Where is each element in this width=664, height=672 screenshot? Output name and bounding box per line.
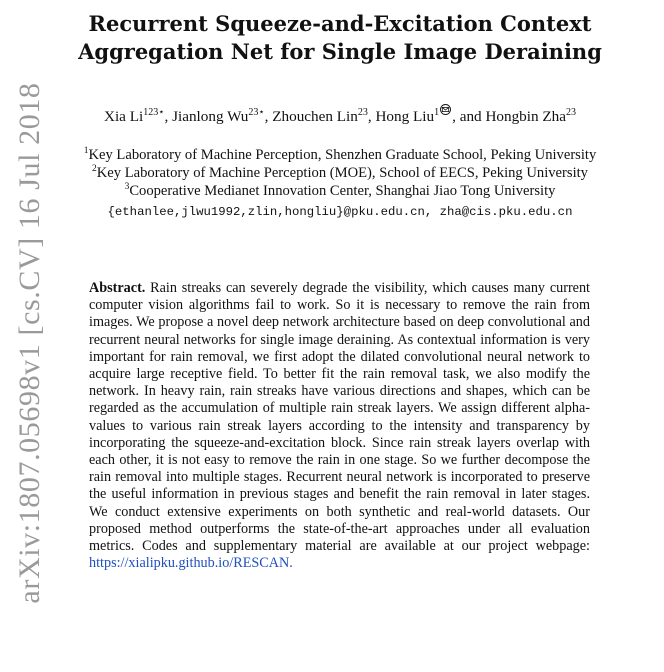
affiliation-1 xyxy=(40,146,640,164)
author-superscript: 23⋆ xyxy=(248,107,265,118)
author-emails: {ethanlee,jlwu1992,zlin,hongliu}@pku.edu.cn, zha@cis.pku.edu.cn xyxy=(107,205,573,219)
affiliation-text: Cooperative Medianet Innovation Center, Shanghai Jiao Tong University xyxy=(129,183,556,199)
author-name: Jianlong Wu xyxy=(172,108,249,126)
author-superscript: 23 xyxy=(357,107,368,118)
title-line-1: Recurrent Squeeze-and-Excitation Context xyxy=(88,11,592,36)
affiliation-2 xyxy=(40,164,640,182)
arxiv-identifier: arXiv:1807.05698v1 [cs.CV] 16 Jul 2018 xyxy=(13,82,46,604)
author-name: Xia Li xyxy=(103,108,144,126)
affiliation-text: Key Laboratory of Machine Perception, Shenzhen Graduate School, Peking University xyxy=(88,147,597,163)
author-superscript: 1 xyxy=(434,107,440,118)
author-superscript: 123⋆ xyxy=(143,107,165,118)
author-list: Xia $Li^{123⋆}$, Jianlong $Wu^{23⋆}$, Zhouchen Lin$^{23}$, Hong Liu$^1$ , and Hongbin Zha$^{23}$ xyxy=(60,104,620,127)
author-name: Hongbin Zha xyxy=(485,108,567,126)
paper-title xyxy=(60,10,620,66)
project-webpage-link[interactable]: https://xialipku.github.io/RESCAN. xyxy=(89,555,293,572)
affiliation-number: 3 xyxy=(124,182,130,193)
abstract-label: Abstract. xyxy=(89,280,146,296)
author-and: and xyxy=(459,108,482,126)
abstract-body: Rain streaks can severely degrade the visibility, which causes many current computer vision algorithms fail to work. So it is necessary to remove the rain from images. We propose a novel deep network architecture based on deep convolutional and recurrent neural networks for single image deraining. As contextual information is very important for rain removal, we first adopt the dilated convolutional neural network to acquire large receptive field. To better fit the rain removal task, we also modify the network. In heavy rain, rain streaks have various directions and shapes, which can be regarded as the accumulation of multiple rain streak layers. We assign different alpha-values to various rain streak layers according to the intensity and transparency by incorporating the squeeze-and-excitation block. Since rain streak layers overlap with each other, it is not easy to remove the rain in one stage. So we further decompose the rain removal into multiple stages. Recurrent neural network is incorporated to preserve the useful information in previous stages and benefit the rain removal in later stages. We conduct extensive experiments on both synthetic and real-world datasets. Our proposed method outperforms the state-of-the-art approaches under all evaluation metrics. Codes and supplementary material are available at our project webpage: xyxy=(89,280,590,555)
envelope-icon xyxy=(439,104,452,115)
abstract xyxy=(89,280,590,572)
affiliation-number: 1 xyxy=(83,146,89,157)
author-name: Zhouchen Lin xyxy=(272,108,358,126)
affiliation-number: 2 xyxy=(92,164,97,175)
affiliation-text: Key Laboratory of Machine Perception (MOE), School of EECS, Peking University xyxy=(96,165,588,181)
affiliation-3 xyxy=(40,182,640,200)
author-superscript: 23 xyxy=(566,107,577,118)
author-name: Hong Liu xyxy=(375,108,435,126)
title-line-2: Aggregation Net for Single Image Deraining xyxy=(78,39,602,64)
